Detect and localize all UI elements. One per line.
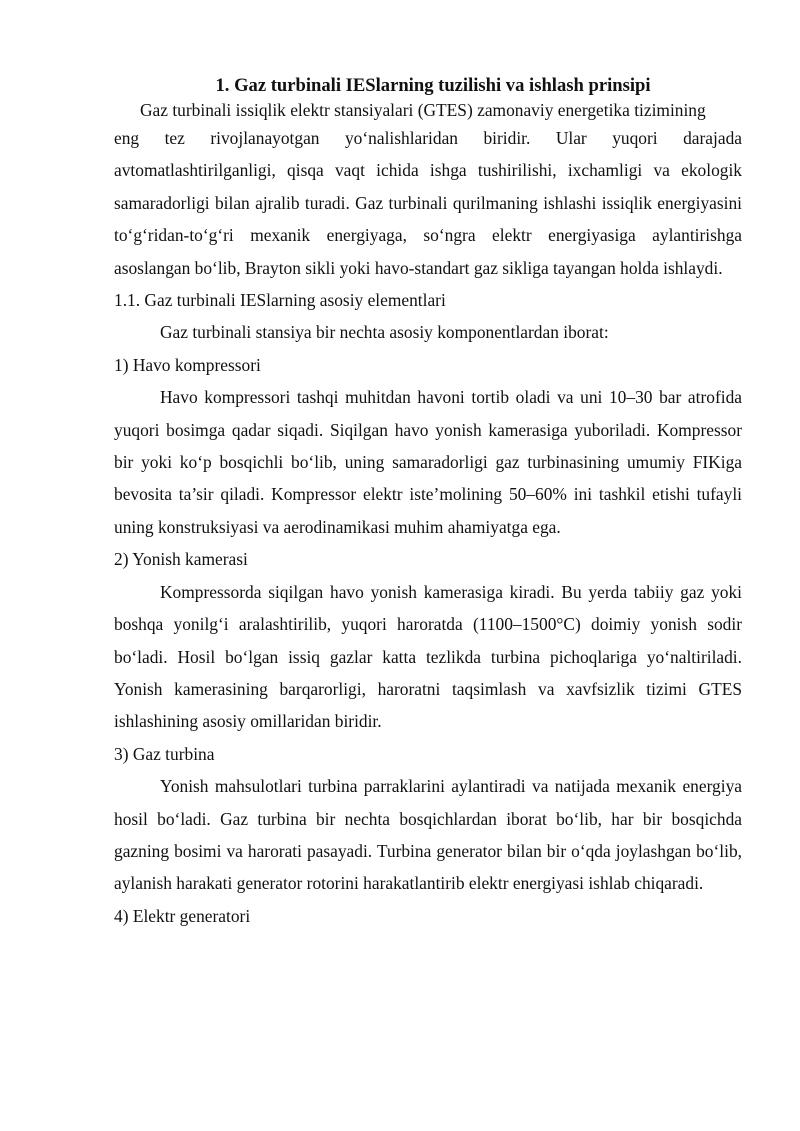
document-title: 1. Gaz turbinali IESlarning tuzilishi va ishlash prinsipi [215,75,651,96]
document-page [114,74,742,932]
item-heading-generator: 4) Elektr generatori [114,905,251,926]
item-heading-combustion-chamber: 2) Yonish kamerasi [114,549,248,570]
section-intro: Gaz turbinali stansiya bir nechta asosiy komponentlardan iborat: [160,322,609,343]
item-heading-compressor: 1) Havo kompressori [114,354,261,375]
intro-first-line: Gaz turbinali issiqlik elektr stansiyalari (GTES) zamonaviy energetika tizimining [140,100,706,120]
item-text-combustion-chamber: Kompressorda siqilgan havo yonish kamerasiga kiradi. Bu yerda tabiiy gaz yoki boshqa yonilg‘i aralashtirilib, yuqori haroratda (1100–1500°C) doimiy yonish sodir bo‘ladi. Hosil bo‘lgan issiq gazlar katta tezlikda turbina pichoqlariga yo‘naltiriladi. Yonish kamerasining barqarorligi, haroratni taqsimlash va xavfsizlik tizimi GTES ishlashining asosiy omillaridan biridir. [114,581,742,732]
intro-paragraph: eng tez rivojlanayotgan yo‘nalishlaridan biridir. Ular yuqori darajada avtomatlashtirilganligi, qisqa vaqt ichida ishga tushirilishi, ixchamligi va ekologik samaradorligi bilan ajralib turadi. Gaz turbinali qurilmaning ishlashi issiqlik energiyasini to‘g‘ridan-to‘g‘ri mexanik energiyaga, so‘ngra elektr energiyasiga aylantirishga asoslangan bo‘lib, Brayton sikli yoki havo-standart gaz sikliga tayangan holda ishlaydi. [114,128,742,278]
item-text-compressor: Havo kompressori tashqi muhitdan havoni tortib oladi va uni 10–30 bar atrofida yuqori bosimga qadar siqadi. Siqilgan havo yonish kamerasiga yuboriladi. Kompressor bir yoki ko‘p bosqichli bo‘lib, uning samaradorligi gaz turbinasining umumiy FIKiga bevosita ta’sir qiladi. Kompressor elektr iste’molining 50–60% ini tashkil etishi tufayli uning konstruksiyasi va aerodinamikasi muhim ahamiyatga ega. [114,387,742,537]
item-heading-gas-turbine: 3) Gaz turbina [114,743,215,764]
item-text-gas-turbine: Yonish mahsulotlari turbina parraklarini aylantiradi va natijada mexanik energiya hosil bo‘ladi. Gaz turbina bir nechta bosqichlardan iborat bo‘lib, har bir bosqichda gazning bosimi va harorati pasayadi. Turbina generator bilan bir o‘qda joylashgan bo‘lib, aylanish harakati generator rotorini harakatlantirib elektr energiyasi ishlab chiqaradi. [114,776,742,894]
section-heading-1-1: 1.1. Gaz turbinali IESlarning asosiy elementlari [114,290,446,311]
